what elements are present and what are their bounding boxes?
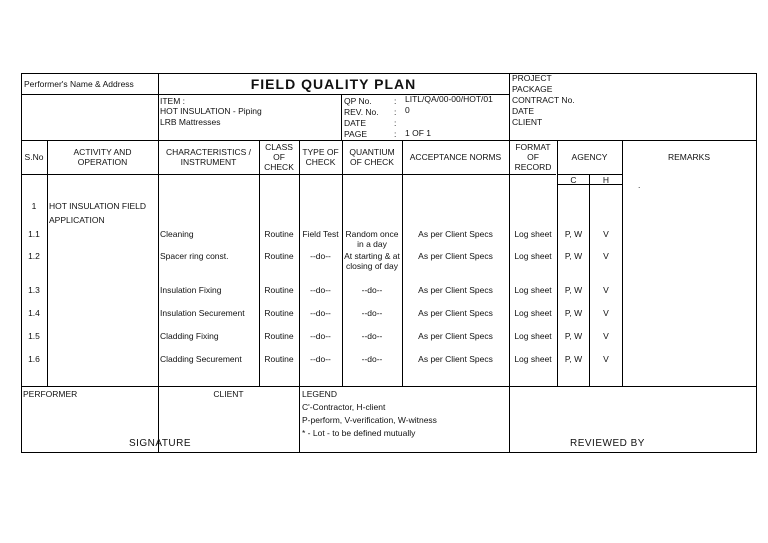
row-agency-c: P, W: [564, 308, 583, 318]
legend-title: LEGEND: [302, 389, 337, 399]
row-characteristic: Spacer ring const.: [160, 251, 229, 261]
qp-colon: :: [394, 96, 397, 106]
col-class-1: CLASS: [265, 142, 293, 152]
row-type: Field Test: [302, 229, 339, 239]
row-class: Routine: [264, 331, 294, 341]
col-sep-agency: [622, 140, 623, 386]
col-format-2: OF: [527, 152, 539, 162]
item-label: ITEM :: [160, 96, 186, 106]
row-agency-c: P, W: [564, 251, 583, 261]
row-no: 1.1: [28, 229, 40, 239]
col-char-2: INSTRUMENT: [180, 157, 237, 167]
row-type: --do--: [310, 331, 331, 341]
client-label: CLIENT: [512, 117, 543, 127]
row-type: --do--: [310, 285, 331, 295]
row-quantum-1: Random once: [345, 229, 399, 239]
border-right: [756, 73, 757, 453]
row-class: Routine: [264, 285, 294, 295]
page-colon: :: [394, 129, 397, 139]
performer-label: Performer's Name & Address: [24, 79, 134, 89]
row-characteristic: Cleaning: [160, 229, 194, 239]
row-norms: As per Client Specs: [418, 285, 493, 295]
col-quantum-1: QUANTIUM: [349, 147, 395, 157]
date-label: DATE: [512, 106, 535, 116]
col-sep-qp: [341, 94, 342, 140]
row-type: --do--: [310, 308, 331, 318]
row-quantum-1: --do--: [361, 285, 383, 295]
row-norms: As per Client Specs: [418, 354, 493, 364]
row-agency-h: V: [603, 285, 609, 295]
package-label: PACKAGE: [512, 84, 553, 94]
col-type-2: CHECK: [305, 157, 336, 167]
col-sep-activity: [158, 140, 159, 453]
project-label: PROJECT: [512, 73, 552, 83]
row-class: Routine: [264, 354, 294, 364]
section-title-2: APPLICATION: [49, 215, 105, 225]
section-number: 1: [31, 201, 37, 211]
row-class: Routine: [264, 308, 294, 318]
client-footer-label: CLIENT: [213, 389, 244, 399]
row-quantum-2: closing of day: [346, 261, 398, 271]
item-line-1: HOT INSULATION - Piping: [160, 106, 262, 116]
row-quantum-2: in a day: [357, 239, 387, 249]
col-agency-c: C: [570, 175, 577, 185]
rev-value: 0: [405, 105, 410, 115]
rule-header-bottom: [21, 140, 757, 141]
col-remarks: REMARKS: [667, 152, 711, 162]
rule-body-bottom: [21, 386, 757, 387]
col-sep-project: [509, 73, 510, 453]
row-class: Routine: [264, 251, 294, 261]
row-agency-h: V: [603, 229, 609, 239]
col-acceptance: ACCEPTANCE NORMS: [409, 152, 502, 162]
col-sno: S.No: [24, 152, 44, 162]
row-norms: As per Client Specs: [418, 251, 493, 261]
row-characteristic: Cladding Fixing: [160, 331, 219, 341]
rev-colon: :: [394, 107, 397, 117]
row-record: Log sheet: [514, 331, 552, 341]
page-label: PAGE: [344, 129, 367, 139]
row-agency-h: V: [603, 331, 609, 341]
row-agency-h: V: [603, 251, 609, 261]
row-record: Log sheet: [514, 285, 552, 295]
col-class-3: CHECK: [264, 162, 294, 172]
col-char-1: CHARACTERISTICS /: [165, 147, 251, 157]
row-class: Routine: [264, 229, 294, 239]
col-agency: AGENCY: [571, 152, 608, 162]
rule-col-header-bottom: [21, 174, 556, 175]
col-activity-2: OPERATION: [77, 157, 128, 167]
qp-value: LITL/QA/00-00/HOT/01: [405, 94, 493, 104]
row-agency-c: P, W: [564, 354, 583, 364]
row-record: Log sheet: [514, 354, 552, 364]
col-agency-h: H: [602, 175, 610, 185]
row-norms: As per Client Specs: [418, 331, 493, 341]
col-format-1: FORMAT: [515, 142, 551, 152]
page-value: 1 OF 1: [405, 128, 431, 138]
reviewed-by-label: REVIEWED BY: [570, 438, 645, 449]
row-quantum-1: --do--: [361, 308, 383, 318]
performer-footer-label: PERFORMER: [23, 389, 78, 399]
signature-label: SIGNATURE: [128, 438, 192, 449]
row-type: --do--: [310, 251, 331, 261]
col-class-2: OF: [273, 152, 285, 162]
row-quantum-1: --do--: [361, 354, 383, 364]
row-characteristic: Cladding Securement: [160, 354, 242, 364]
row-type: --do--: [310, 354, 331, 364]
row-norms: As per Client Specs: [418, 229, 493, 239]
legend-line-2: P-perform, V-verification, W-witness: [302, 415, 437, 425]
border-bottom: [21, 452, 757, 453]
border-top: [21, 73, 757, 74]
col-sep-class: [299, 140, 300, 453]
row-record: Log sheet: [514, 308, 552, 318]
col-type-1: TYPE OF: [302, 147, 339, 157]
item-line-2: LRB Mattresses: [160, 117, 221, 127]
row-agency-c: P, W: [564, 331, 583, 341]
page-title: FIELD QUALITY PLAN: [250, 76, 417, 92]
border-left: [21, 73, 22, 453]
row-characteristic: Insulation Securement: [160, 308, 245, 318]
rule-performer: [21, 94, 158, 95]
row-agency-h: V: [603, 354, 609, 364]
row-agency-c: P, W: [564, 285, 583, 295]
row-no: 1.3: [28, 285, 40, 295]
row-characteristic: Insulation Fixing: [160, 285, 222, 295]
row-record: Log sheet: [514, 229, 552, 239]
section-title-1: HOT INSULATION FIELD: [49, 201, 146, 211]
legend-line-1: C'-Contractor, H-client: [302, 402, 386, 412]
date2-label: DATE: [344, 118, 367, 128]
rev-label: REV. No.: [344, 107, 379, 117]
row-agency-h: V: [603, 308, 609, 318]
row-norms: As per Client Specs: [418, 308, 493, 318]
row-no: 1.2: [28, 251, 40, 261]
row-record: Log sheet: [514, 251, 552, 261]
row-no: 1.5: [28, 331, 40, 341]
col-quantum-2: OF CHECK: [350, 157, 394, 167]
qp-label: QP No.: [344, 96, 372, 106]
date2-colon: :: [394, 118, 397, 128]
row-agency-c: P, W: [564, 229, 583, 239]
col-activity-1: ACTIVITY AND: [73, 147, 132, 157]
row-quantum-1: --do--: [361, 331, 383, 341]
col-format-3: RECORD: [514, 162, 552, 172]
legend-line-3: * - Lot - to be defined mutually: [302, 428, 416, 438]
col-sep-char: [259, 140, 260, 386]
col-sep-sno: [47, 140, 48, 386]
row-no: 1.4: [28, 308, 40, 318]
contract-label: CONTRACT No.: [512, 95, 575, 105]
stray-mark: .: [638, 180, 641, 190]
row-quantum-1: At starting & at: [344, 251, 400, 261]
col-sep-quantum: [402, 140, 403, 386]
row-no: 1.6: [28, 354, 40, 364]
